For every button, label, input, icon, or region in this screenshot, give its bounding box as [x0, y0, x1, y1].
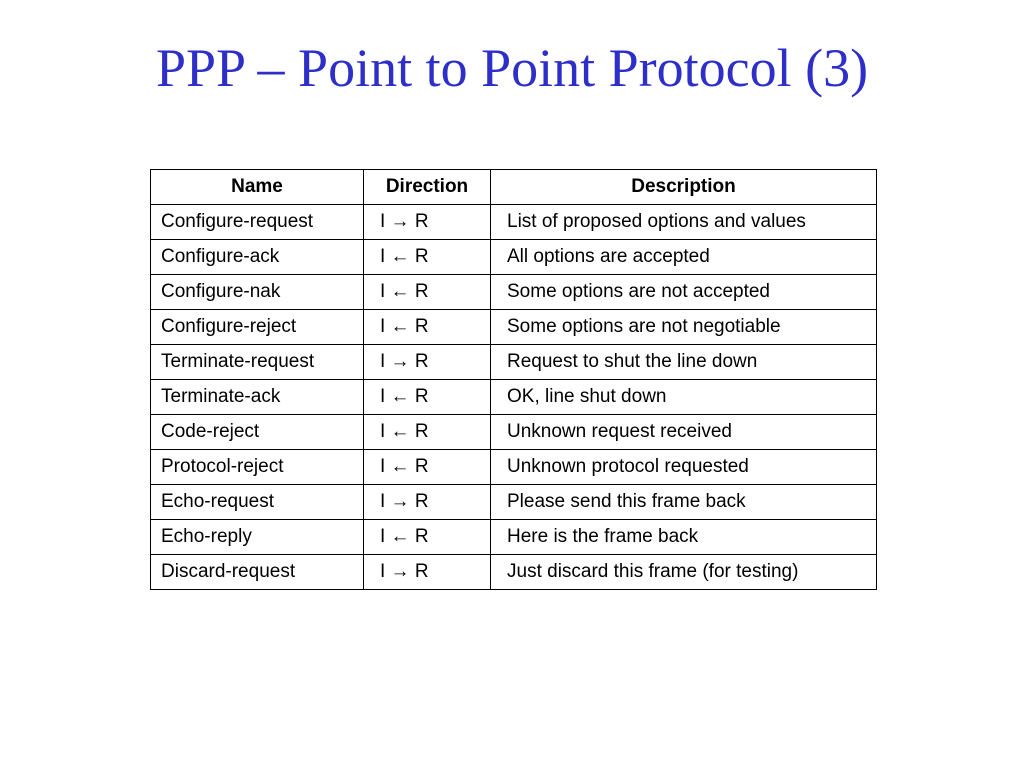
cell-direction: I ← R — [364, 275, 491, 310]
header-direction: Direction — [364, 170, 491, 205]
cell-name: Terminate-request — [151, 345, 364, 380]
cell-description: Request to shut the line down — [491, 345, 877, 380]
header-row — [151, 170, 877, 205]
cell-name: Echo-reply — [151, 520, 364, 555]
cell-description: OK, line shut down — [491, 380, 877, 415]
cell-direction: I ← R — [364, 310, 491, 345]
table-row — [151, 240, 877, 275]
cell-direction: I → R — [364, 555, 491, 590]
cell-direction: I ← R — [364, 380, 491, 415]
cell-description: Some options are not negotiable — [491, 310, 877, 345]
table-row — [151, 555, 877, 590]
cell-name: Terminate-ack — [151, 380, 364, 415]
cell-name: Discard-request — [151, 555, 364, 590]
cell-name: Protocol-reject — [151, 450, 364, 485]
cell-name: Configure-nak — [151, 275, 364, 310]
table-row — [151, 450, 877, 485]
cell-direction: I → R — [364, 485, 491, 520]
cell-direction: I → R — [364, 205, 491, 240]
table-row — [151, 275, 877, 310]
table-row — [151, 310, 877, 345]
table-row — [151, 380, 877, 415]
cell-description: All options are accepted — [491, 240, 877, 275]
cell-description: Just discard this frame (for testing) — [491, 555, 877, 590]
cell-direction: I ← R — [364, 450, 491, 485]
cell-description: Unknown request received — [491, 415, 877, 450]
table-row — [151, 485, 877, 520]
lcp-packet-types-table — [150, 169, 877, 590]
slide-title: PPP – Point to Point Protocol (3) — [155, 38, 869, 98]
table-body — [151, 205, 877, 590]
cell-description: Please send this frame back — [491, 485, 877, 520]
cell-direction: I → R — [364, 345, 491, 380]
cell-name: Code-reject — [151, 415, 364, 450]
header-description: Description — [491, 170, 877, 205]
table-row — [151, 415, 877, 450]
cell-name: Configure-ack — [151, 240, 364, 275]
header-name: Name — [151, 170, 364, 205]
cell-direction: I ← R — [364, 415, 491, 450]
table-row — [151, 520, 877, 555]
cell-name: Configure-reject — [151, 310, 364, 345]
cell-description: List of proposed options and values — [491, 205, 877, 240]
table-row — [151, 205, 877, 240]
table-row — [151, 345, 877, 380]
cell-name: Configure-request — [151, 205, 364, 240]
cell-description: Unknown protocol requested — [491, 450, 877, 485]
cell-direction: I ← R — [364, 520, 491, 555]
cell-description: Some options are not accepted — [491, 275, 877, 310]
cell-name: Echo-request — [151, 485, 364, 520]
cell-direction: I ← R — [364, 240, 491, 275]
table-header — [151, 170, 877, 205]
cell-description: Here is the frame back — [491, 520, 877, 555]
